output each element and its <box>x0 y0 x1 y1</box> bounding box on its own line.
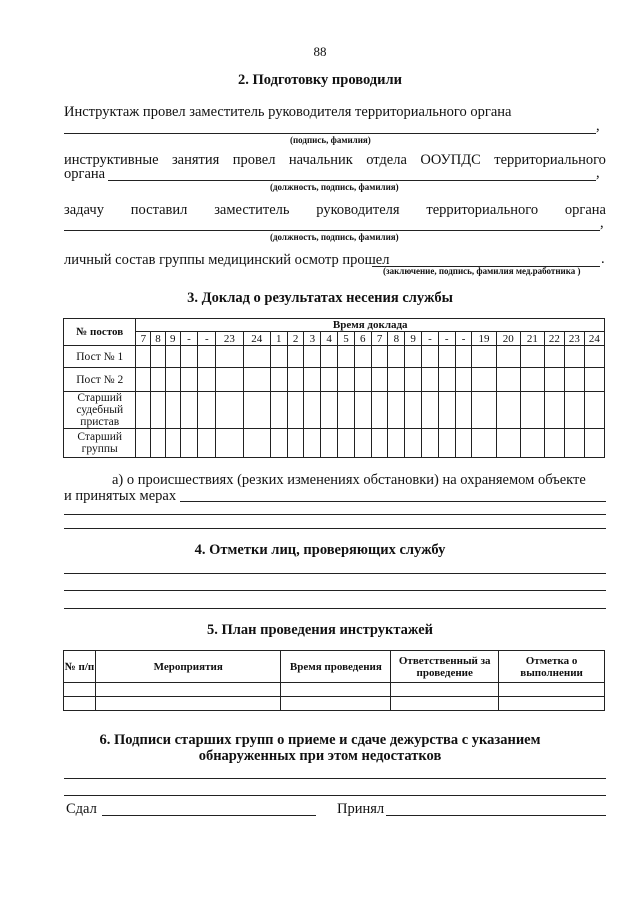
signature-caption: (подпись, фамилия) <box>290 135 371 145</box>
table-row <box>64 392 605 429</box>
report-cell[interactable] <box>338 368 355 392</box>
report-cell[interactable] <box>472 392 496 429</box>
instructive-lessons-cont: органа <box>64 166 106 182</box>
position-signature-caption: (должность, подпись, фамилия) <box>270 182 399 192</box>
report-cell[interactable] <box>270 368 287 392</box>
report-cell[interactable] <box>198 392 216 429</box>
write-line <box>180 501 606 502</box>
report-cell[interactable] <box>455 429 472 458</box>
report-cell[interactable] <box>564 368 584 392</box>
report-cell[interactable] <box>151 346 166 368</box>
table-cell <box>64 697 96 711</box>
hour-cell: 7 <box>371 332 388 346</box>
number-header: № п/п <box>64 651 96 683</box>
report-cell[interactable] <box>371 368 388 392</box>
report-cell[interactable] <box>422 368 439 392</box>
medical-check-line: личный состав группы медицинский осмотр прошел <box>64 252 390 268</box>
handed-over-label: Сдал <box>66 801 97 817</box>
report-cell[interactable] <box>321 392 338 429</box>
word: занятия <box>171 152 220 168</box>
incidents-line: а) о происшествиях (резких изменениях обстановки) на охраняемом объекте <box>112 472 586 488</box>
word: территориального <box>494 152 606 168</box>
comma: , <box>596 118 600 134</box>
hour-cell: 4 <box>321 332 338 346</box>
report-cell[interactable] <box>287 368 304 392</box>
section-6-title: 6. Подписи старших групп о приеме и сдаче дежурства с указанием <box>99 732 541 748</box>
hour-cell: - <box>438 332 455 346</box>
report-cell[interactable] <box>455 368 472 392</box>
table-row <box>64 429 605 458</box>
word: органа <box>564 202 606 218</box>
hour-cell: 23 <box>564 332 584 346</box>
report-cell[interactable] <box>520 429 544 458</box>
section-4-title: 4. Отметки лиц, проверяющих службу <box>194 542 446 558</box>
report-cell[interactable] <box>455 346 472 368</box>
report-cell[interactable] <box>438 429 455 458</box>
hour-cell: 9 <box>405 332 422 346</box>
hour-cell: 9 <box>165 332 180 346</box>
word: заместитель <box>214 202 290 218</box>
report-cell[interactable] <box>564 429 584 458</box>
hour-cell: 8 <box>151 332 166 346</box>
write-line <box>64 590 606 591</box>
report-cell[interactable] <box>321 368 338 392</box>
time-header: Время проведения <box>281 651 391 683</box>
report-cell[interactable] <box>584 368 604 392</box>
period: . <box>601 251 605 267</box>
report-cell[interactable] <box>136 368 151 392</box>
report-cell[interactable] <box>165 429 180 458</box>
report-cell[interactable] <box>520 368 544 392</box>
responsible-header: Ответственный за проведение <box>391 651 499 683</box>
report-cell[interactable] <box>422 392 439 429</box>
instruction-signature-line <box>64 133 596 134</box>
report-cell[interactable] <box>354 368 371 392</box>
report-cell[interactable] <box>216 392 243 429</box>
report-cell[interactable] <box>198 368 216 392</box>
handed-over-signature-line <box>102 815 316 816</box>
report-table <box>63 318 605 458</box>
report-cell[interactable] <box>216 368 243 392</box>
completion-mark-header: Отметка о выполнении <box>499 651 605 683</box>
report-cell[interactable] <box>438 392 455 429</box>
report-cell[interactable] <box>136 429 151 458</box>
activities-header: Мероприятия <box>95 651 281 683</box>
report-cell[interactable] <box>198 429 216 458</box>
comma: , <box>600 215 604 231</box>
word: задачу <box>64 202 104 218</box>
hour-cell: 6 <box>354 332 371 346</box>
section-6-title-cont: обнаруженных при этом недостатков <box>198 748 442 764</box>
task-line <box>64 202 606 219</box>
hour-cell: 23 <box>216 332 243 346</box>
write-line <box>64 573 606 574</box>
write-line <box>64 528 606 529</box>
accepted-signature-line <box>386 815 606 816</box>
post-label: Пост № 1 <box>64 346 136 368</box>
word: территориального <box>426 202 539 218</box>
hour-cell: 19 <box>472 332 496 346</box>
table-cell <box>281 697 391 711</box>
report-cell[interactable] <box>544 429 564 458</box>
report-cell[interactable] <box>287 392 304 429</box>
report-cell[interactable] <box>371 346 388 368</box>
post-label: Пост № 2 <box>64 368 136 392</box>
report-cell[interactable] <box>472 368 496 392</box>
report-cell[interactable] <box>388 346 405 368</box>
report-cell[interactable] <box>321 346 338 368</box>
report-cell[interactable] <box>496 392 520 429</box>
report-cell[interactable] <box>472 429 496 458</box>
report-cell[interactable] <box>584 346 604 368</box>
table-cell <box>499 683 605 697</box>
report-cell[interactable] <box>243 368 270 392</box>
task-signature-line <box>64 230 600 231</box>
report-cell[interactable] <box>165 346 180 368</box>
report-cell[interactable] <box>422 346 439 368</box>
report-cell[interactable] <box>180 392 198 429</box>
report-cell[interactable] <box>564 346 584 368</box>
hour-cell: 1 <box>270 332 287 346</box>
table-cell <box>281 683 391 697</box>
report-cell[interactable] <box>584 429 604 458</box>
instruction-line: Инструктаж провел заместитель руководителя территориального органа <box>64 104 512 120</box>
hour-cell: - <box>180 332 198 346</box>
post-label: Старший группы <box>64 429 136 458</box>
report-cell[interactable] <box>165 392 180 429</box>
report-cell[interactable] <box>354 429 371 458</box>
write-line <box>64 795 606 796</box>
report-cell[interactable] <box>243 392 270 429</box>
report-cell[interactable] <box>338 346 355 368</box>
report-cell[interactable] <box>388 368 405 392</box>
hour-cell: 7 <box>136 332 151 346</box>
medical-caption: (заключение, подпись, фамилия мед.работника ) <box>383 266 581 276</box>
report-cell[interactable] <box>180 368 198 392</box>
report-cell[interactable] <box>584 392 604 429</box>
report-cell[interactable] <box>422 429 439 458</box>
report-cell[interactable] <box>472 346 496 368</box>
report-cell[interactable] <box>151 429 166 458</box>
report-cell[interactable] <box>243 429 270 458</box>
report-cell[interactable] <box>438 368 455 392</box>
report-cell[interactable] <box>243 346 270 368</box>
report-cell[interactable] <box>151 368 166 392</box>
section-3-title: 3. Доклад о результатах несения службы <box>187 290 453 306</box>
table-row <box>64 346 605 368</box>
report-cell[interactable] <box>304 429 321 458</box>
table-cell <box>391 683 499 697</box>
hour-cell: 20 <box>496 332 520 346</box>
word: руководителя <box>316 202 400 218</box>
report-cell[interactable] <box>304 392 321 429</box>
word: инструктивные <box>64 152 159 168</box>
table-row <box>64 368 605 392</box>
write-line <box>64 514 606 515</box>
report-cell[interactable] <box>338 392 355 429</box>
report-cell[interactable] <box>165 368 180 392</box>
report-cell[interactable] <box>371 429 388 458</box>
table-row <box>64 697 605 711</box>
report-cell[interactable] <box>388 429 405 458</box>
section-5-title: 5. План проведения инструктажей <box>206 622 434 638</box>
report-cell[interactable] <box>354 346 371 368</box>
hour-cell: - <box>198 332 216 346</box>
report-cell[interactable] <box>198 346 216 368</box>
hour-cell: 3 <box>304 332 321 346</box>
section-2-title: 2. Подготовку проводили <box>238 72 402 88</box>
report-cell[interactable] <box>405 392 422 429</box>
report-cell[interactable] <box>136 346 151 368</box>
page-number: 88 <box>313 44 327 59</box>
comma: , <box>596 165 600 181</box>
report-cell[interactable] <box>338 429 355 458</box>
report-cell[interactable] <box>371 392 388 429</box>
report-cell[interactable] <box>405 368 422 392</box>
hour-cell: - <box>422 332 439 346</box>
instructions-plan-table <box>63 650 605 711</box>
report-cell[interactable] <box>544 346 564 368</box>
report-cell[interactable] <box>520 392 544 429</box>
report-cell[interactable] <box>405 346 422 368</box>
table-cell <box>64 683 96 697</box>
report-cell[interactable] <box>438 346 455 368</box>
table-cell <box>95 697 281 711</box>
word: ООУПДС <box>420 152 481 168</box>
table-cell <box>499 697 605 711</box>
accepted-label: Принял <box>337 801 385 817</box>
position-signature-caption: (должность, подпись, фамилия) <box>270 232 399 242</box>
report-cell[interactable] <box>270 346 287 368</box>
report-cell[interactable] <box>520 346 544 368</box>
word: начальник <box>288 152 353 168</box>
report-time-header: Время доклада <box>136 319 605 332</box>
report-cell[interactable] <box>287 346 304 368</box>
table-cell <box>95 683 281 697</box>
hour-cell: 24 <box>584 332 604 346</box>
report-cell[interactable] <box>496 368 520 392</box>
post-label: Старший судебный пристав <box>64 392 136 429</box>
report-cell[interactable] <box>496 346 520 368</box>
word: провел <box>232 152 276 168</box>
table-cell <box>391 697 499 711</box>
word: поставил <box>130 202 188 218</box>
report-cell[interactable] <box>455 392 472 429</box>
report-cell[interactable] <box>354 392 371 429</box>
report-cell[interactable] <box>304 368 321 392</box>
hour-cell: 2 <box>287 332 304 346</box>
report-cell[interactable] <box>180 346 198 368</box>
hour-cell: 24 <box>243 332 270 346</box>
instructive-lessons-line <box>64 152 606 169</box>
table-row <box>64 683 605 697</box>
report-cell[interactable] <box>287 429 304 458</box>
report-cell[interactable] <box>405 429 422 458</box>
report-cell[interactable] <box>216 429 243 458</box>
report-cell[interactable] <box>564 392 584 429</box>
post-number-header: № постов <box>64 319 136 346</box>
report-cell[interactable] <box>151 392 166 429</box>
report-cell[interactable] <box>544 368 564 392</box>
report-cell[interactable] <box>270 429 287 458</box>
hour-cell: 8 <box>388 332 405 346</box>
hour-cell: 22 <box>544 332 564 346</box>
report-cell[interactable] <box>321 429 338 458</box>
hour-cell: - <box>455 332 472 346</box>
hour-cell: 21 <box>520 332 544 346</box>
hour-cell: 5 <box>338 332 355 346</box>
report-cell[interactable] <box>496 429 520 458</box>
report-cell[interactable] <box>544 392 564 429</box>
report-cell[interactable] <box>388 392 405 429</box>
measures-line: и принятых мерах <box>64 488 177 504</box>
write-line <box>64 608 606 609</box>
report-cell[interactable] <box>136 392 151 429</box>
report-cell[interactable] <box>270 392 287 429</box>
report-cell[interactable] <box>180 429 198 458</box>
report-cell[interactable] <box>216 346 243 368</box>
report-cell[interactable] <box>304 346 321 368</box>
instructive-signature-line <box>108 180 596 181</box>
word: отдела <box>366 152 407 168</box>
write-line <box>64 778 606 779</box>
